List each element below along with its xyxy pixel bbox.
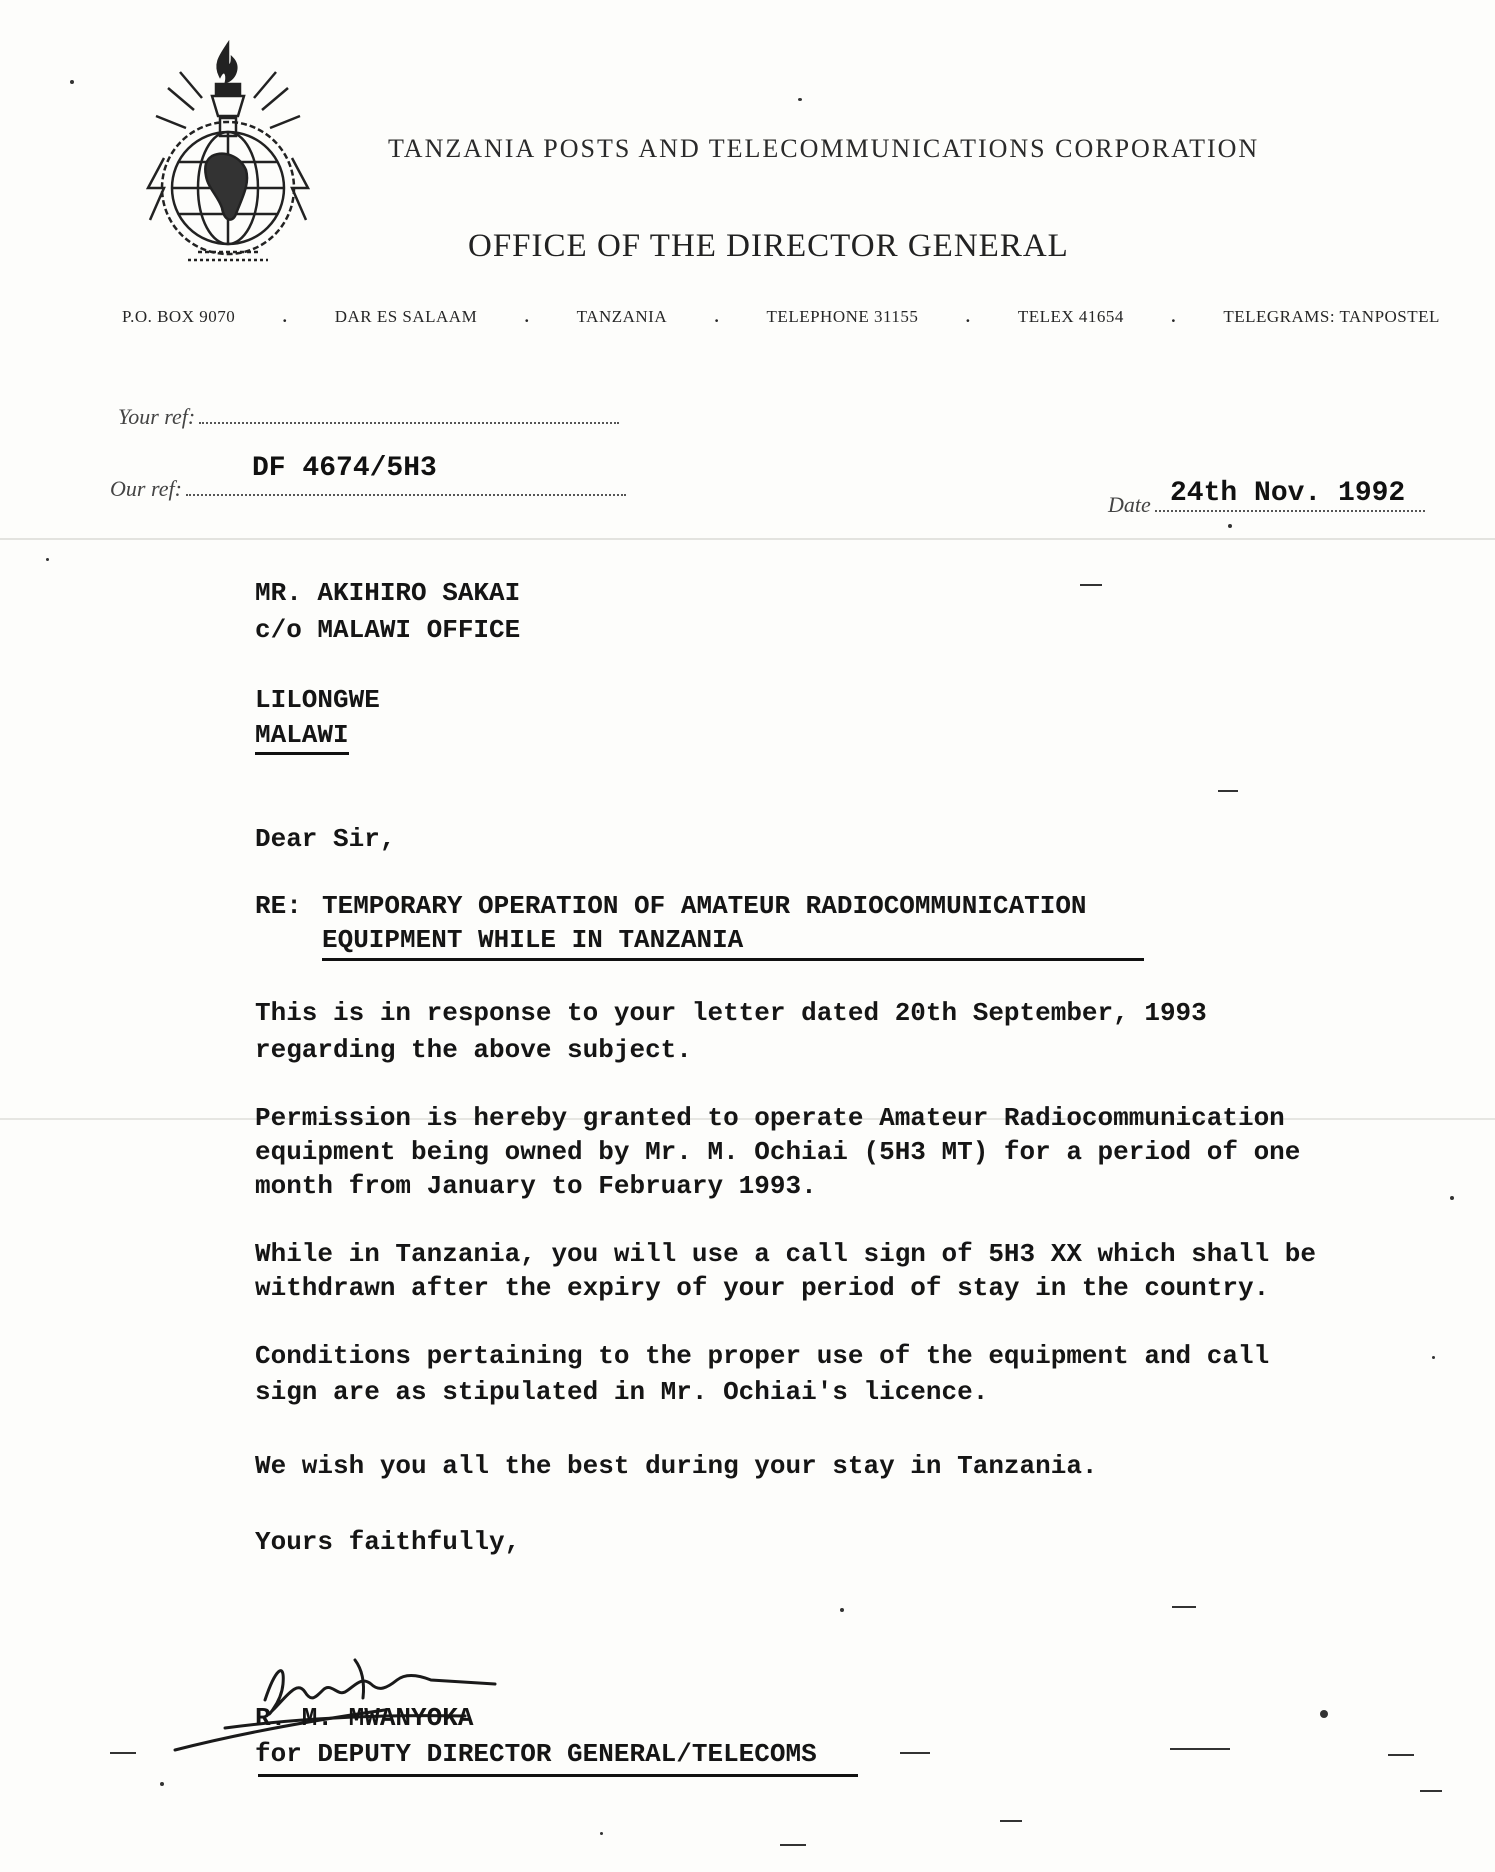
speck	[1080, 584, 1102, 586]
recipient-care-of: c/o MALAWI OFFICE	[255, 615, 521, 645]
recipient-name: MR. AKIHIRO SAKAI	[255, 578, 521, 608]
subject-line-1: TEMPORARY OPERATION OF AMATEUR RADIOCOMMUNICATION	[322, 891, 1087, 921]
your-ref-row	[118, 404, 619, 430]
speck	[160, 1782, 164, 1786]
speck	[1450, 1196, 1454, 1200]
paragraph-3-line-1: While in Tanzania, you will use a call sign of 5H3 XX which shall be	[255, 1239, 1316, 1269]
speck	[1000, 1820, 1022, 1822]
speck	[1388, 1754, 1414, 1756]
telex: TELEX 41654	[1017, 307, 1124, 326]
speck	[1320, 1710, 1328, 1718]
office-title: OFFICE OF THE DIRECTOR GENERAL	[468, 228, 1069, 264]
paragraph-1-line-1: This is in response to your letter dated 20th September, 1993	[255, 998, 1207, 1028]
paragraph-5: We wish you all the best during your stay in Tanzania.	[255, 1451, 1098, 1481]
date-value: 24th Nov. 1992	[1170, 478, 1406, 509]
our-ref-label: Our ref:	[110, 476, 182, 501]
your-ref-label: Your ref:	[118, 404, 196, 429]
paragraph-2-line-2: equipment being owned by Mr. M. Ochiai (5H3 MT) for a period of one	[255, 1137, 1301, 1167]
paragraph-2-line-1: Permission is hereby granted to operate Amateur Radiocommunication	[255, 1103, 1285, 1133]
speck	[1432, 1356, 1435, 1359]
city: DAR ES SALAAM	[334, 307, 478, 326]
speck	[840, 1608, 844, 1612]
subject-underline	[322, 958, 1144, 961]
re-label: RE:	[255, 891, 302, 921]
paragraph-4-line-1: Conditions pertaining to the proper use of the equipment and call	[255, 1341, 1270, 1371]
corporation-crest-icon	[128, 38, 328, 273]
paragraph-3-line-2: withdrawn after the expiry of your period of stay in the country.	[255, 1273, 1270, 1303]
speck	[1172, 1606, 1196, 1608]
telegrams: TELEGRAMS: TANPOSTEL	[1223, 307, 1440, 326]
signatory-title: for DEPUTY DIRECTOR GENERAL/TELECOMS	[255, 1739, 817, 1769]
our-ref-value: DF 4674/5H3	[252, 453, 437, 484]
your-ref-dotted-line	[199, 418, 619, 424]
speck	[1228, 524, 1232, 528]
recipient-country: MALAWI	[255, 718, 349, 755]
paragraph-4-line-2: sign are as stipulated in Mr. Ochiai's licence.	[255, 1377, 989, 1407]
closing: Yours faithfully,	[255, 1527, 521, 1557]
paragraph-2-line-3: month from January to February 1993.	[255, 1171, 817, 1201]
letterhead-address-line: P.O. BOX 9070 . DAR ES SALAAM . TANZANIA . TELEPHONE 31155 . TELEX 41654 . TELEGRAMS: TANPOSTEL	[122, 307, 1440, 326]
speck	[798, 98, 802, 101]
date-label: Date	[1108, 492, 1151, 517]
speck	[110, 1752, 136, 1754]
speck	[900, 1752, 930, 1754]
organization-name: TANZANIA POSTS AND TELECOMMUNICATIONS CORPORATION	[388, 134, 1260, 163]
country: TANZANIA	[576, 307, 668, 326]
po-box: P.O. BOX 9070	[122, 307, 236, 326]
speck	[1170, 1748, 1230, 1750]
speck	[46, 558, 49, 561]
telephone: TELEPHONE 31155	[766, 307, 919, 326]
recipient-city: LILONGWE	[255, 685, 380, 715]
salutation: Dear Sir,	[255, 824, 396, 854]
speck	[1420, 1790, 1442, 1792]
speck	[70, 80, 74, 84]
speck	[1218, 790, 1238, 792]
signatory-underline	[258, 1774, 858, 1777]
subject-line-2: EQUIPMENT WHILE IN TANZANIA	[322, 925, 744, 955]
speck	[600, 1832, 603, 1835]
signatory-name: R. M. MWANYOKA	[255, 1703, 474, 1733]
speck	[780, 1844, 806, 1846]
paragraph-1-line-2: regarding the above subject.	[255, 1035, 692, 1065]
page-fold-line	[0, 538, 1495, 540]
our-ref-dotted-line	[186, 490, 626, 496]
